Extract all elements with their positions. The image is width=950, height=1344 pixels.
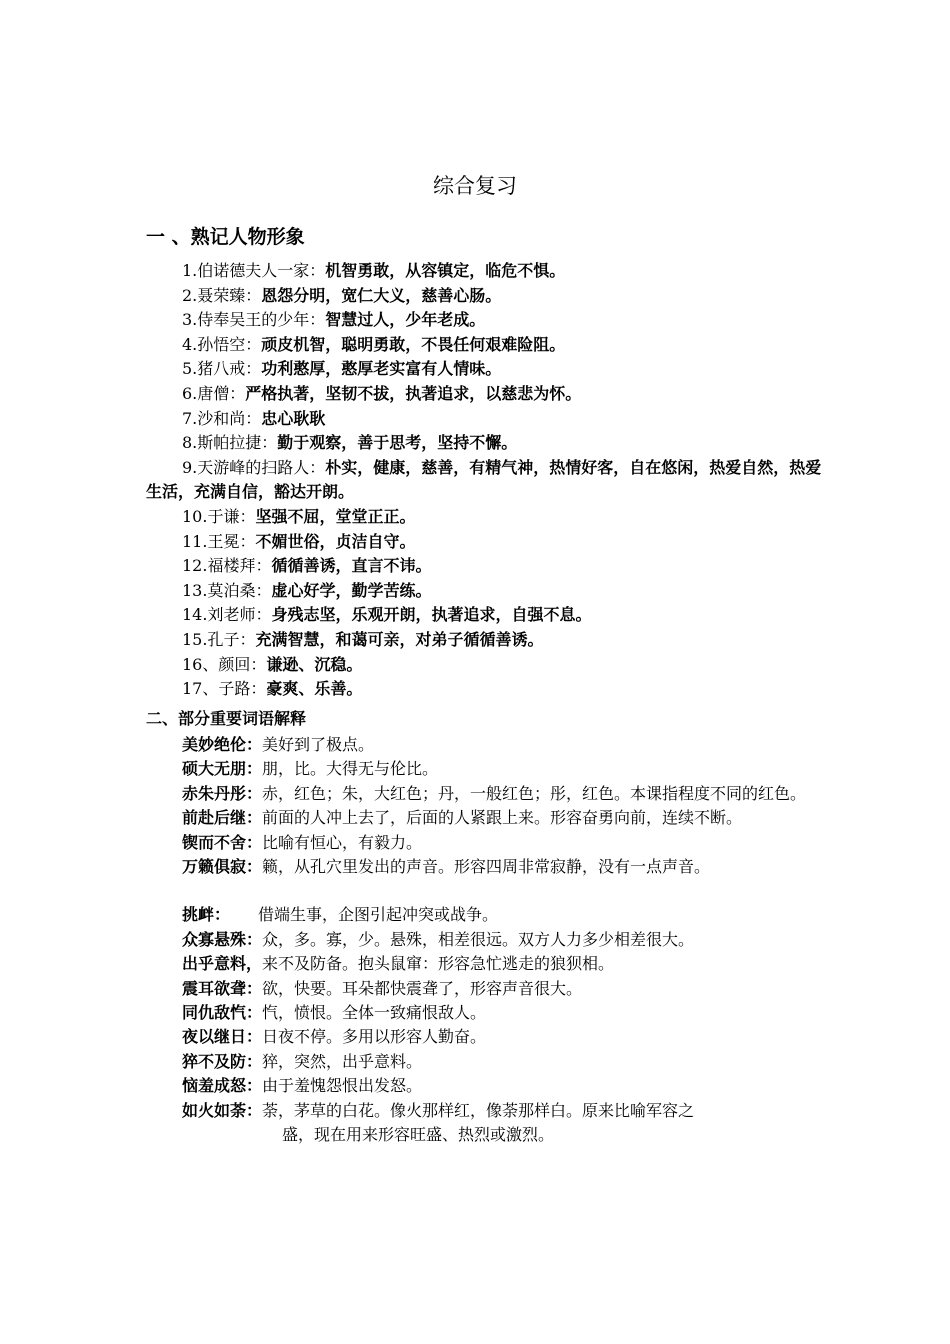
list-item: 如火如荼：荼，茅草的白花。像火那样红，像荼那样白。原来比喻军容之 盛，现在用来形容旺盛、热烈或激烈。	[182, 1100, 695, 1145]
list-item: 6.唐僧：严格执著，坚韧不拔，执著追求，以慈悲为怀。	[182, 383, 582, 403]
list-item: 13.莫泊桑：虚心好学，勤学苦练。	[182, 580, 432, 600]
list-item: 众寡悬殊：众，多。寡，少。悬殊，相差很远。双方人力多少相差很大。	[182, 929, 695, 949]
list-item: 5.猪八戒：功利憨厚，憨厚老实富有人情味。	[182, 359, 502, 379]
list-item: 夜以继日：日夜不停。多用以形容人勤奋。	[182, 1027, 487, 1047]
list-item: 恼羞成怒：由于羞愧怨恨出发怒。	[182, 1076, 423, 1096]
list-item: 赤朱丹彤：赤，红色；朱，大红色；丹，一般红色；彤，红色。本课指程度不同的红色。	[182, 783, 807, 803]
list-item: 17、子路：豪爽、乐善。	[182, 679, 363, 699]
list-item: 8.斯帕拉捷：勤于观察，善于思考，坚持不懈。	[182, 433, 518, 453]
list-item: 9.天游峰的扫路人：朴实，健康，慈善，有精气神，热情好客，自在悠闲，热爱自然，热爱生活，充满自信，豁达开朗。	[146, 457, 822, 502]
list-item: 万籁俱寂：籁，从孔穴里发出的声音。形容四周非常寂静，没有一点声音。	[182, 857, 711, 877]
list-item: 猝不及防：猝，突然，出乎意料。	[182, 1051, 423, 1071]
section-heading-vocabulary: 二、部分重要词语解释	[146, 709, 307, 728]
list-item: 硕大无朋：朋，比。大得无与伦比。	[182, 759, 439, 779]
list-item: 11.王冕：不媚世俗，贞洁自守。	[182, 531, 416, 551]
list-item: 同仇敌忾：忾，愤恨。全体一致痛恨敌人。	[182, 1003, 487, 1023]
list-item: 挑衅： 借端生事，企图引起冲突或战争。	[182, 905, 499, 925]
list-item: 4.孙悟空：顽皮机智，聪明勇敢，不畏任何艰难险阻。	[182, 334, 566, 354]
list-item: 14.刘老师：身残志坚，乐观开朗，执著追求，自强不息。	[182, 605, 592, 625]
page-title: 综合复习	[433, 174, 517, 198]
list-item: 前赴后继：前面的人冲上去了，后面的人紧跟上来。形容奋勇向前，连续不断。	[182, 808, 743, 828]
list-item: 2.聂荣臻：恩怨分明，宽仁大义，慈善心肠。	[182, 285, 502, 305]
list-item: 美妙绝伦：美好到了极点。	[182, 735, 375, 754]
list-item: 3.侍奉吴王的少年：智慧过人，少年老成。	[182, 310, 486, 330]
list-item: 锲而不舍：比喻有恒心，有毅力。	[182, 832, 423, 852]
list-item: 15.孔子：充满智慧，和蔼可亲，对弟子循循善诱。	[182, 629, 544, 649]
list-item: 7.沙和尚：忠心耿耿	[182, 408, 326, 428]
list-item: 16、颜回：谦逊、沉稳。	[182, 654, 363, 674]
list-item: 10.于谦：坚强不屈，堂堂正正。	[182, 506, 416, 526]
list-item: 12.福楼拜：循循善诱，直言不讳。	[182, 556, 432, 576]
character-list	[146, 259, 826, 702]
list-item: 出乎意料，来不及防备。抱头鼠窜：形容急忙逃走的狼狈相。	[182, 954, 615, 974]
list-item: 1.伯诺德夫人一家：机智勇敢，从容镇定，临危不惧。	[182, 261, 566, 280]
list-item: 震耳欲聋：欲，快要。耳朵都快震聋了，形容声音很大。	[182, 978, 583, 998]
section-heading-characters: 一 、熟记人物形象	[146, 226, 305, 248]
vocabulary-list	[146, 733, 826, 1148]
